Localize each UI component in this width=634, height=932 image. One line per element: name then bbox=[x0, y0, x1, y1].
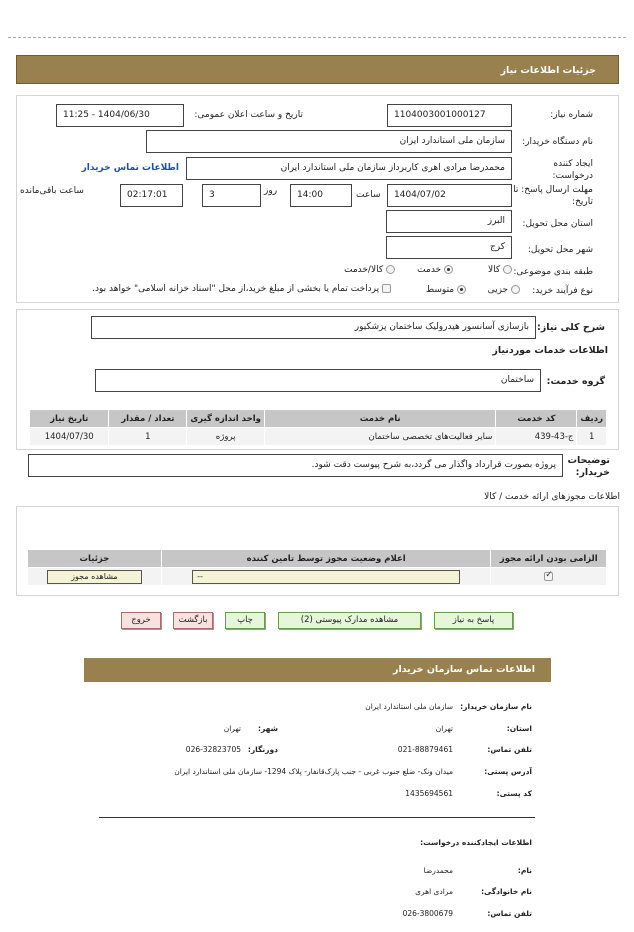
cell-permit-status bbox=[161, 568, 491, 586]
buyer-org-field: سازمان ملی استاندارد ایران bbox=[146, 130, 512, 153]
col-permit-status: اعلام وضعیت مجوز توسط تامین کننده bbox=[161, 550, 491, 568]
col-unit: واحد اندازه گیری bbox=[187, 410, 265, 428]
permits-heading: اطلاعات مجوزهای ارائه خدمت / کالا bbox=[484, 492, 620, 502]
col-code: کد خدمت bbox=[496, 410, 577, 428]
buyer-notes-label: توضیحات خریدار: bbox=[567, 455, 610, 478]
cell-name: سایر فعالیت‌های تخصصی ساختمان bbox=[265, 428, 496, 446]
contact-title-bar bbox=[84, 658, 551, 682]
back-button[interactable]: بازگشت bbox=[173, 612, 213, 629]
creator-info-heading: اطلاعات ایجادکننده درخواست: bbox=[420, 838, 532, 847]
services-table bbox=[29, 409, 607, 446]
creator-family-label: نام خانوادگی: bbox=[481, 887, 532, 896]
checkbox-checked-icon bbox=[544, 572, 553, 581]
permit-status-field[interactable]: -- bbox=[192, 570, 460, 584]
process-option-minor[interactable]: جزیی bbox=[488, 285, 520, 295]
contact-city-label: شهر: bbox=[258, 724, 278, 733]
creator-name-label: نام: bbox=[517, 866, 532, 875]
cell-date: 1404/07/30 bbox=[30, 428, 109, 446]
province-label: استان محل تحویل: bbox=[522, 219, 593, 229]
creator-family-value: مرادی اهری bbox=[415, 887, 453, 896]
creator-label: ایجاد کننده درخواست: bbox=[552, 159, 593, 181]
province-field: البرز bbox=[386, 210, 512, 233]
col-row: ردیف bbox=[577, 410, 607, 428]
services-table-header bbox=[30, 410, 607, 428]
buyer-notes-field: پروژه بصورت قرارداد واگذار می گردد،به شرح پیوست دقت شود. bbox=[28, 454, 563, 477]
day-label: روز bbox=[264, 186, 278, 196]
view-permit-button[interactable]: مشاهده مجوز bbox=[47, 570, 142, 584]
radio-selected-icon bbox=[457, 285, 466, 294]
buyer-contact-link[interactable]: اطلاعات تماس خریدار bbox=[81, 163, 179, 173]
contact-fax-value: 026-32823705 bbox=[185, 745, 241, 754]
announce-field: 1404/06/30 - 11:25 bbox=[56, 104, 184, 127]
creator-phone-label: تلفن تماس: bbox=[487, 909, 532, 918]
category-label: طبقه بندی موضوعی: bbox=[513, 267, 593, 277]
table-row bbox=[28, 568, 607, 586]
cell-unit: پروژه bbox=[187, 428, 265, 446]
contact-province-value: تهران bbox=[435, 724, 453, 733]
process-option-medium[interactable]: متوسط bbox=[426, 285, 466, 295]
reply-button[interactable]: پاسخ به نیاز bbox=[434, 612, 513, 629]
col-name: نام خدمت bbox=[265, 410, 496, 428]
col-permit-required: الزامی بودن ارائه مجوز bbox=[491, 550, 607, 568]
permits-table-header bbox=[28, 550, 607, 568]
treasury-option[interactable]: پرداخت تمام یا بخشی از مبلغ خرید،از محل "اسناد خزانه اسلامی" خواهد بود. bbox=[92, 284, 391, 294]
contact-province-label: استان: bbox=[506, 724, 532, 733]
days-field: 3 bbox=[202, 184, 261, 207]
contact-title: اطلاعات تماس سازمان خریدار bbox=[392, 664, 535, 675]
cell-code: ج-43-439 bbox=[496, 428, 577, 446]
radio-selected-icon bbox=[444, 265, 453, 274]
need-number-field: 1104003001000127 bbox=[387, 104, 512, 127]
need-number-label: شماره نیاز: bbox=[550, 110, 593, 120]
remaining-label: ساعت باقی‌مانده bbox=[20, 186, 84, 196]
summary-field: بازسازی آسانسور هیدرولیک ساختمان پزشکیور bbox=[91, 316, 536, 339]
col-qty: تعداد / مقدار bbox=[109, 410, 187, 428]
col-date: تاریخ نیاز bbox=[30, 410, 109, 428]
contact-org-label: نام سازمان خریدار: bbox=[460, 702, 532, 711]
city-field: کرج bbox=[386, 236, 512, 259]
category-option-both[interactable]: کالا/خدمت bbox=[344, 265, 395, 275]
contact-fax-label: دورنگار: bbox=[247, 745, 278, 754]
radio-icon bbox=[386, 265, 395, 274]
city-label: شهر محل تحویل: bbox=[527, 245, 593, 255]
contact-divider bbox=[99, 817, 535, 818]
service-group-label: گروه خدمت: bbox=[546, 376, 605, 387]
contact-org-value: سازمان ملی استاندارد ایران bbox=[365, 702, 453, 711]
contact-phone-label: تلفن تماس: bbox=[487, 745, 532, 754]
contact-address-value: میدان ونک- ضلع جنوب غربی - جنب پارک‌قانفار- پلاک 1294- سازمان ملی استاندارد ایران bbox=[174, 767, 453, 776]
deadline-label: مهلت ارسال پاسخ: تا تاریخ: bbox=[513, 185, 593, 207]
radio-icon bbox=[503, 265, 512, 274]
contact-address-label: آدرس پستی: bbox=[484, 767, 532, 776]
time-label: ساعت bbox=[356, 190, 381, 200]
contact-postal-label: کد پستی: bbox=[496, 789, 532, 798]
cell-permit-required bbox=[491, 568, 607, 586]
print-button[interactable]: چاپ bbox=[225, 612, 265, 629]
col-permit-details: جزئیات bbox=[28, 550, 162, 568]
creator-phone-value: 026-3800679 bbox=[402, 909, 453, 918]
page-title-bar bbox=[16, 55, 619, 84]
creator-field: محمدرضا مرادی اهری کاربرداز سازمان ملی استاندارد ایران bbox=[186, 157, 512, 180]
cell-qty: 1 bbox=[109, 428, 187, 446]
category-option-service[interactable]: خدمت bbox=[417, 265, 453, 275]
remaining-field: 02:17:01 bbox=[120, 184, 183, 207]
contact-city-value: تهران bbox=[223, 724, 241, 733]
top-divider bbox=[8, 37, 626, 38]
summary-label: شرح کلی نیاز: bbox=[536, 322, 605, 333]
checkbox-icon bbox=[382, 284, 391, 293]
deadline-date-field: 1404/07/02 bbox=[387, 184, 512, 207]
attachments-button[interactable]: مشاهده مدارک پیوستی (2) bbox=[278, 612, 421, 629]
permits-table bbox=[27, 549, 607, 586]
deadline-time-field: 14:00 bbox=[290, 184, 352, 207]
contact-phone-value: 021-88879461 bbox=[397, 745, 453, 754]
cell-row: 1 bbox=[577, 428, 607, 446]
contact-postal-value: 1435694561 bbox=[405, 789, 453, 798]
creator-name-value: محمدرضا bbox=[423, 866, 453, 875]
radio-icon bbox=[511, 285, 520, 294]
services-heading: اطلاعات خدمات موردنیاز bbox=[492, 345, 608, 356]
page-title: جزئیات اطلاعات نیاز bbox=[500, 65, 596, 76]
service-group-field: ساختمان bbox=[95, 369, 541, 392]
announce-label: تاریخ و ساعت اعلان عمومی: bbox=[194, 110, 303, 120]
exit-button[interactable]: خروج bbox=[121, 612, 161, 629]
buyer-org-label: نام دستگاه خریدار: bbox=[522, 137, 593, 147]
process-label: نوع فرآیند خرید: bbox=[532, 286, 593, 296]
cell-permit-details bbox=[28, 568, 162, 586]
table-row bbox=[30, 428, 607, 446]
category-option-goods[interactable]: کالا bbox=[488, 265, 512, 275]
